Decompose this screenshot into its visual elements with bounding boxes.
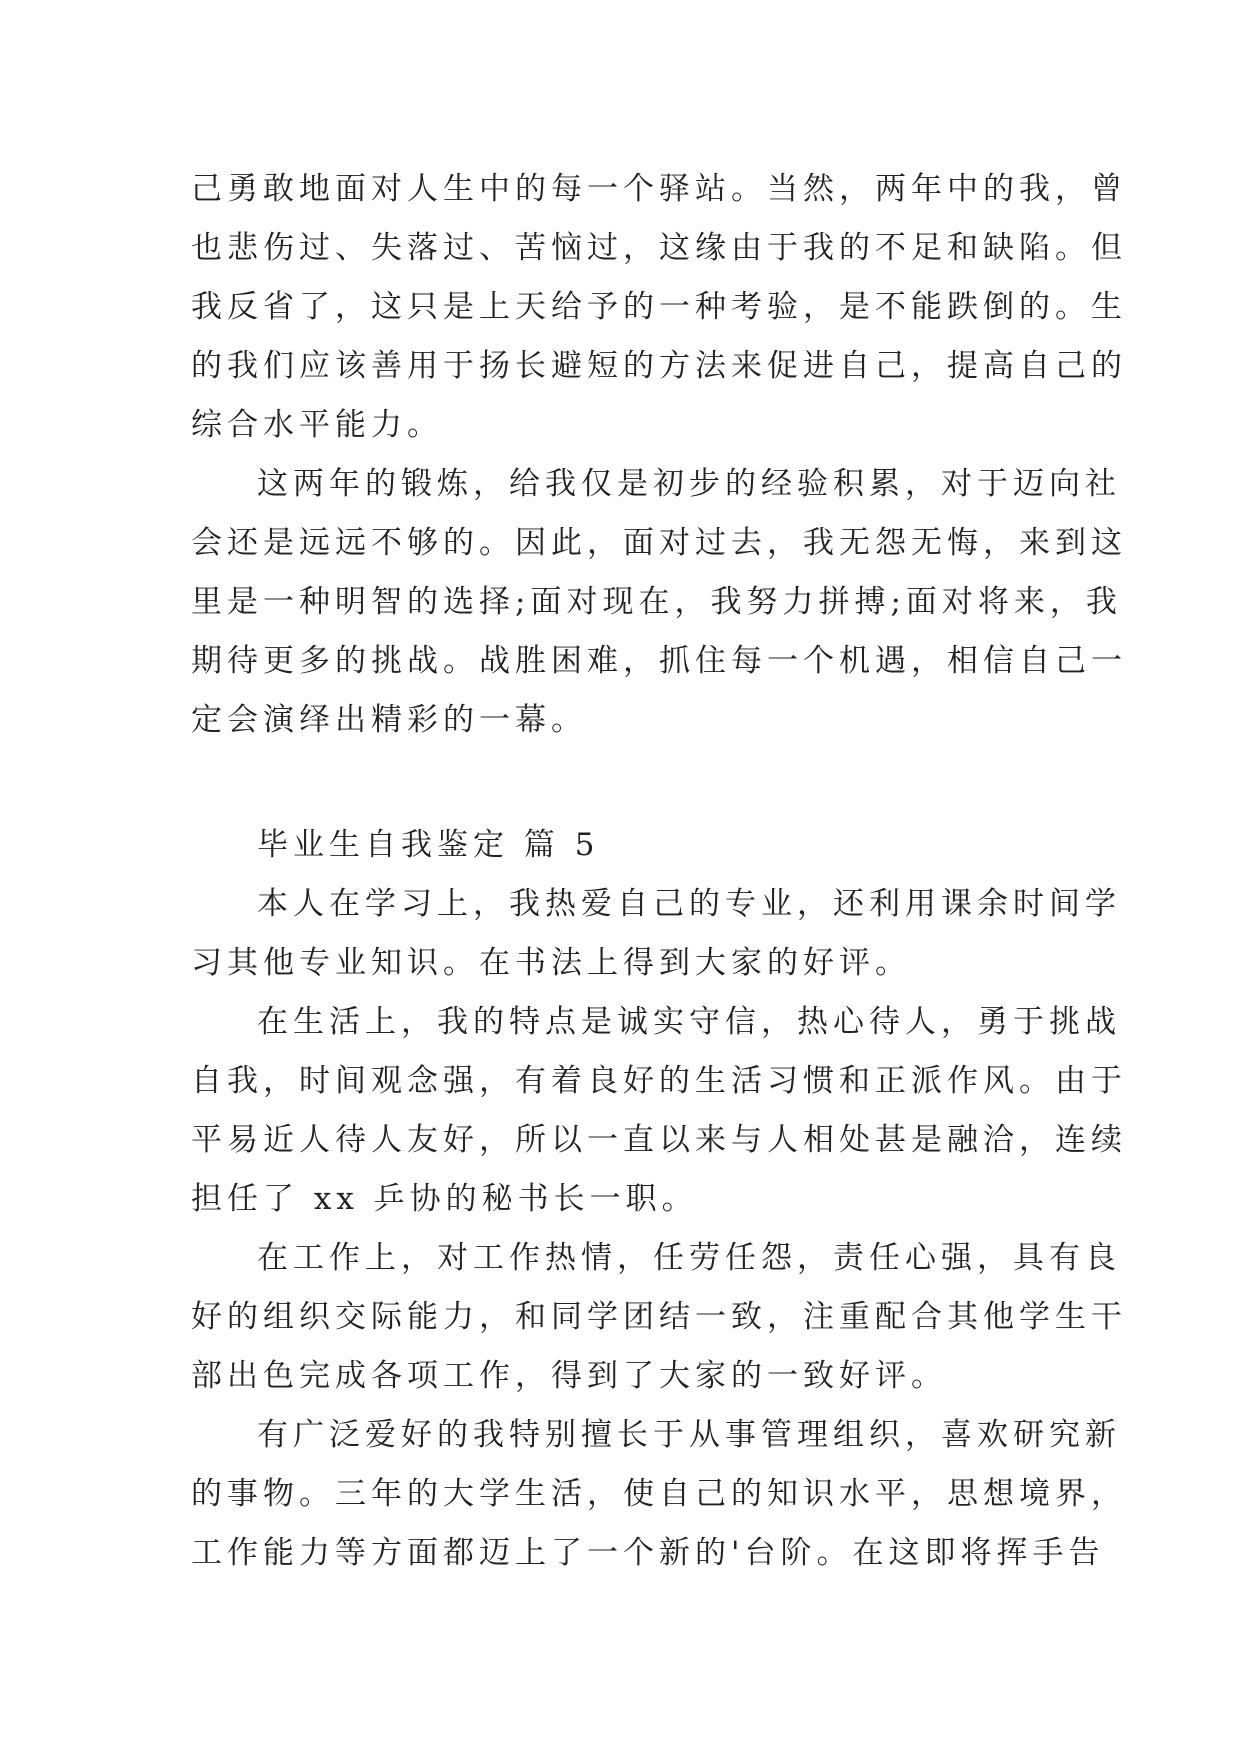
- text-line: 本人在学习上，我热爱自己的专业，还利用课余时间学: [257, 886, 1121, 922]
- document-body: [191, 160, 1127, 1583]
- paragraph: [191, 1406, 1127, 1583]
- text-line: 自我，时间观念强，有着良好的生活习惯和正派作风。由于: [191, 1063, 1127, 1099]
- text-line: 有广泛爱好的我特别擅长于从事管理组织，喜欢研究新: [257, 1417, 1121, 1453]
- text-line: 工作能力等方面都迈上了一个新的'台阶。在这即将挥手告: [191, 1535, 1105, 1571]
- text-line: 的事物。三年的大学生活，使自己的知识水平，思想境界，: [191, 1476, 1127, 1512]
- paragraph: [191, 455, 1127, 750]
- text-line: 定会演绎出精彩的一幕。: [191, 702, 587, 738]
- text-line: 期待更多的挑战。战胜困难，抓住每一个机遇，相信自己一: [191, 643, 1127, 679]
- text-line: 也悲伤过、失落过、苦恼过，这缘由于我的不足和缺陷。但: [191, 230, 1127, 266]
- text-line: 习其他专业知识。在书法上得到大家的好评。: [191, 945, 911, 981]
- paragraph: [191, 875, 1121, 993]
- text-line: 会还是远远不够的。因此，面对过去，我无怨无悔，来到这: [191, 525, 1127, 561]
- text-line: 的我们应该善用于扬长避短的方法来促进自己，提高自己的: [191, 348, 1127, 384]
- paragraph-continuation: [191, 160, 1127, 455]
- paragraph: [191, 993, 1127, 1229]
- section-title: 毕业生自我鉴定 篇 5: [257, 827, 600, 863]
- text-line: 这两年的锻炼，给我仅是初步的经验积累，对于迈向社: [257, 466, 1121, 502]
- text-line: 里是一种明智的选择;面对现在，我努力拼搏;面对将来，我: [191, 584, 1122, 620]
- text-line: 综合水平能力。: [191, 407, 443, 443]
- paragraph: [191, 1229, 1127, 1406]
- section-spacer: [191, 750, 1051, 816]
- text-line: 平易近人待人友好，所以一直以来与人相处甚是融洽，连续: [191, 1122, 1127, 1158]
- text-line: 我反省了，这只是上天给予的一种考验，是不能跌倒的。生: [191, 289, 1127, 325]
- text-line: 己勇敢地面对人生中的每一个驿站。当然，两年中的我，曾: [191, 171, 1127, 207]
- text-line: 在生活上，我的特点是诚实守信，热心待人，勇于挑战: [257, 1004, 1121, 1040]
- text-line: 在工作上，对工作热情，任劳任怨，责任心强，具有良: [257, 1240, 1121, 1276]
- text-line: 部出色完成各项工作，得到了大家的一致好评。: [191, 1358, 947, 1394]
- text-line: 好的组织交际能力，和同学团结一致，注重配合其他学生干: [191, 1299, 1127, 1335]
- text-line: 担任了 xx 乒协的秘书长一职。: [191, 1181, 698, 1217]
